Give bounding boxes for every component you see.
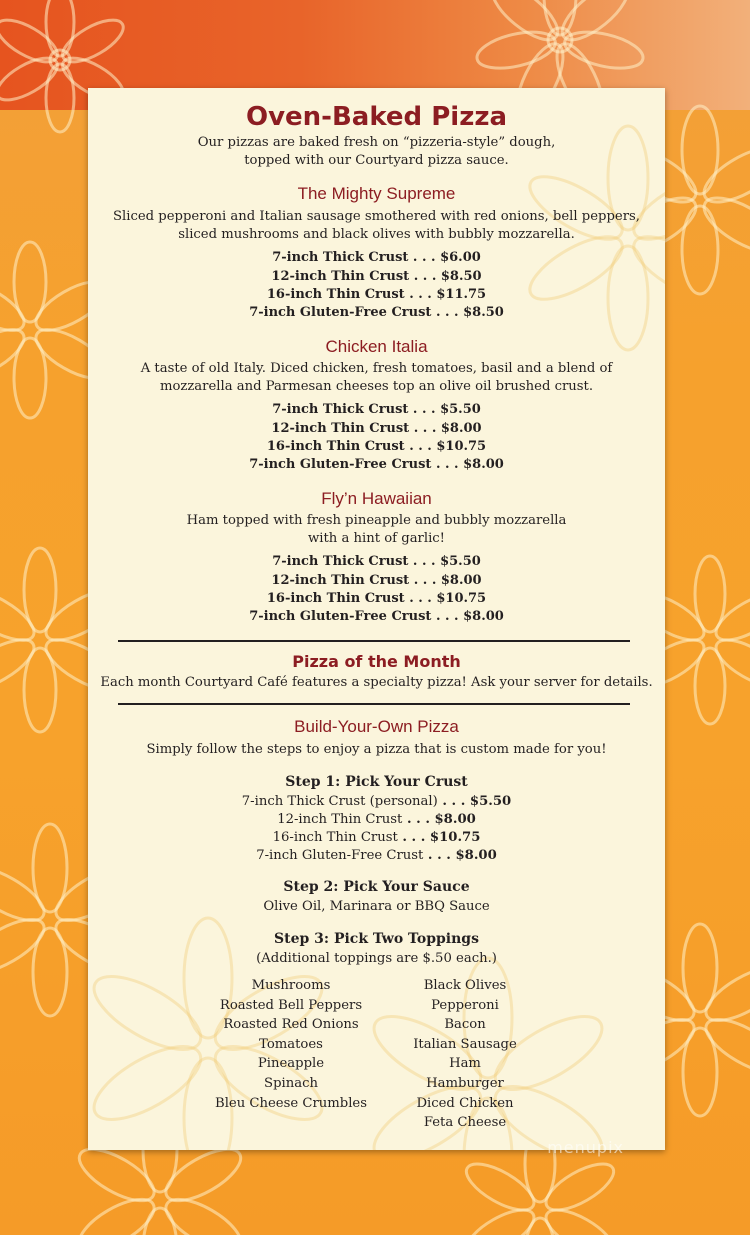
divider <box>118 640 630 642</box>
topping-item: Italian Sausage <box>413 1036 517 1052</box>
price-line: 7-inch Thick Crust . . . $5.50 <box>272 402 481 417</box>
step-2-title: Step 2: Pick Your Sauce <box>283 879 470 895</box>
section-title-month: Pizza of the Month <box>292 652 461 671</box>
topping-item: Roasted Red Onions <box>223 1017 359 1033</box>
crust-option <box>88 847 665 865</box>
price-line: 16-inch Thin Crust . . . $10.75 <box>266 439 487 454</box>
price-line: 16-inch Thin Crust . . . $10.75 <box>266 591 487 606</box>
topping-item: Feta Cheese <box>423 1115 507 1131</box>
pizza-description: Sliced pepperoni and Italian sausage smothered with red onions, bell peppers, <box>113 209 640 224</box>
price-line: 7-inch Gluten-Free Crust . . . $8.50 <box>249 305 504 320</box>
topping-item: Black Olives <box>423 978 507 993</box>
crust-label: 12-inch Thin Crust <box>277 812 403 827</box>
topping-item: Spinach <box>264 1075 318 1091</box>
watermark: menupix <box>547 1138 624 1157</box>
topping-item: Tomatoes <box>259 1036 323 1052</box>
pizza-description: A taste of old Italy. Diced chicken, fresh tomatoes, basil and a blend of <box>140 361 613 376</box>
crust-price: . . . $5.50 <box>437 794 512 809</box>
pizza-description: with a hint of garlic! <box>308 531 445 546</box>
topping-item: Bacon <box>444 1017 486 1033</box>
price-line: 7-inch Thick Crust . . . $5.50 <box>272 554 481 569</box>
topping-item: Pineapple <box>257 1056 325 1072</box>
crust-price: . . . $8.00 <box>402 812 476 827</box>
toppings-right-column <box>365 976 565 1133</box>
step-3-title: Step 3: Pick Two Toppings <box>274 931 479 947</box>
price-line: 7-inch Gluten-Free Crust . . . $8.00 <box>249 457 504 472</box>
crust-label: 7-inch Thick Crust (personal) <box>241 794 438 809</box>
crust-label: 7-inch Gluten-Free Crust <box>256 848 424 863</box>
price-line: 12-inch Thin Crust . . . $8.00 <box>271 573 482 588</box>
month-description: Each month Courtyard Café features a specialty pizza! Ask your server for details. <box>100 675 653 690</box>
pizza-description: sliced mushrooms and black olives with bubbly mozzarella. <box>178 227 575 242</box>
intro-line: Our pizzas are baked fresh on “pizzeria-style” dough, <box>197 135 556 150</box>
topping-item: Bleu Cheese Crumbles <box>215 1095 367 1111</box>
page-title: Oven-Baked Pizza <box>245 102 507 132</box>
sauce-options: Olive Oil, Marinara or BBQ Sauce <box>263 899 490 914</box>
pizza-name: Fly’n Hawaiian <box>321 489 432 508</box>
price-line: 7-inch Thick Crust . . . $6.00 <box>272 250 481 265</box>
pizza-name: The Mighty Supreme <box>297 184 456 203</box>
crust-option <box>88 811 665 829</box>
crust-price: . . . $8.00 <box>423 848 497 863</box>
price-line: 16-inch Thin Crust . . . $11.75 <box>266 287 487 302</box>
byo-intro: Simply follow the steps to enjoy a pizza that is custom made for you! <box>146 742 607 757</box>
step-1-title: Step 1: Pick Your Crust <box>285 774 468 790</box>
pizza-description: mozzarella and Parmesan cheeses top an olive oil brushed crust. <box>159 379 594 394</box>
toppings-left-column <box>191 976 391 1113</box>
topping-item: Mushrooms <box>251 978 331 993</box>
crust-option <box>88 829 665 847</box>
crust-label: 16-inch Thin Crust <box>272 830 398 845</box>
pizza-description: Ham topped with fresh pineapple and bubbly mozzarella <box>186 513 567 528</box>
topping-item: Diced Chicken <box>416 1095 514 1111</box>
intro-line: topped with our Courtyard pizza sauce. <box>244 153 509 168</box>
toppings-note: (Additional toppings are $.50 each.) <box>256 951 497 966</box>
menu-card <box>88 88 665 1150</box>
price-line: 12-inch Thin Crust . . . $8.00 <box>271 421 482 436</box>
divider <box>118 703 630 705</box>
pizza-name: Chicken Italia <box>325 337 428 356</box>
price-line: 7-inch Gluten-Free Crust . . . $8.00 <box>249 609 504 624</box>
price-line: 12-inch Thin Crust . . . $8.50 <box>271 269 482 284</box>
topping-item: Roasted Bell Peppers <box>219 997 363 1013</box>
crust-option <box>88 793 665 811</box>
topping-item: Ham <box>449 1056 481 1072</box>
topping-item: Hamburger <box>426 1075 504 1091</box>
crust-price: . . . $10.75 <box>397 830 481 845</box>
topping-item: Pepperoni <box>431 997 499 1013</box>
section-title-byo: Build-Your-Own Pizza <box>294 717 459 736</box>
